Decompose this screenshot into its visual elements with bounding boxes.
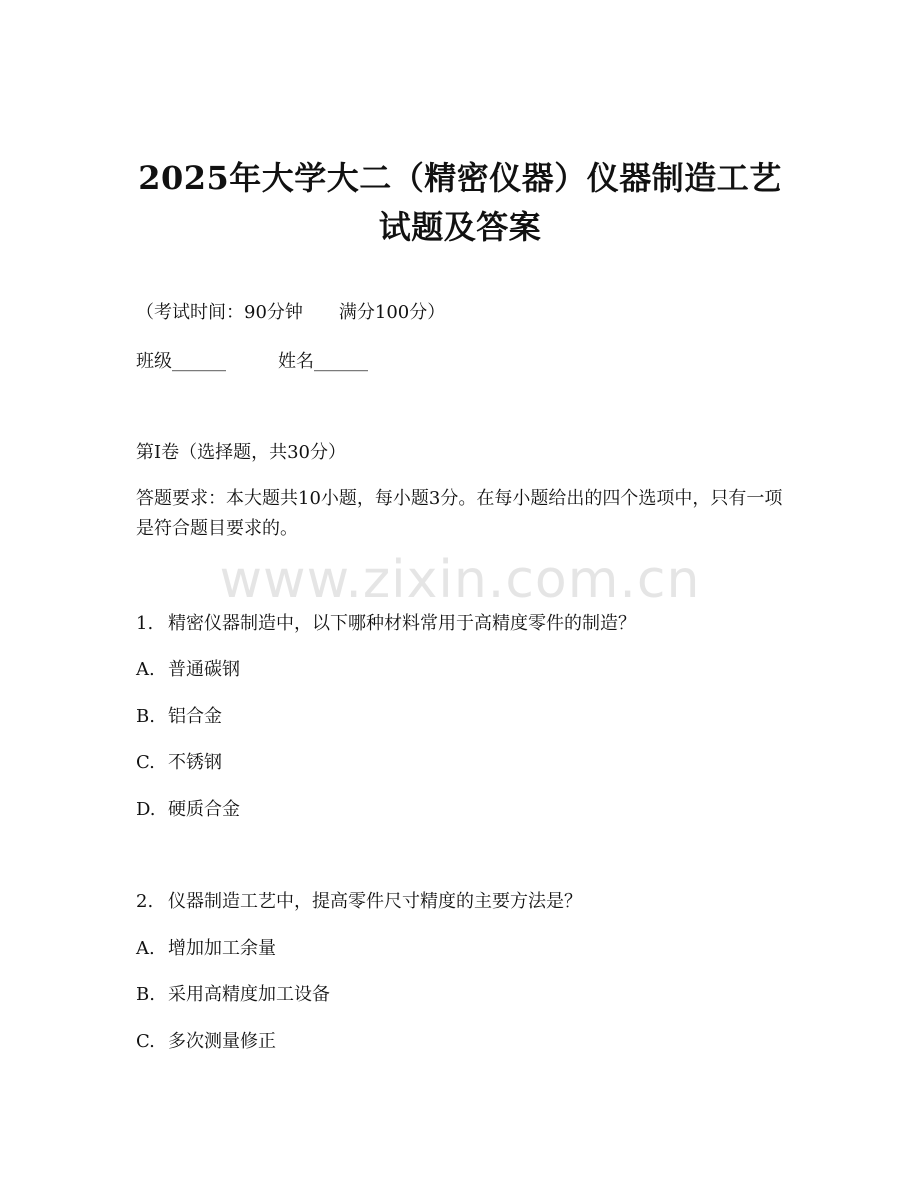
question-1-option-c [136,750,796,776]
watermark: www.zixin.com.cn [219,550,701,610]
option-letter: A. [136,659,155,680]
option-letter: C. [136,1031,155,1052]
section-instructions: 答题要求：本大题共10小题，每小题3分。在每小题给出的四个选项中，只有一项是符合题目要求的。 [136,488,783,539]
question-number: 1. [136,613,154,634]
option-letter: C. [136,752,155,773]
question-text: 仪器制造工艺中，提高零件尺寸精度的主要方法是？ [168,891,582,912]
question-2 [136,889,796,915]
option-text: 不锈钢 [168,752,222,773]
question-2-option-b [136,982,796,1008]
question-1-option-b [136,704,796,730]
name-field: 姓名______ [278,351,368,372]
exam-title-line-2: 试题及答案 [378,208,542,246]
option-text: 硬质合金 [168,799,240,820]
option-text: 采用高精度加工设备 [168,984,330,1005]
question-number: 2. [136,891,154,912]
question-1 [136,611,796,637]
question-1-option-d [136,797,796,823]
option-text: 普通碳钢 [168,659,240,680]
exam-title-line-1: 2025年大学大二（精密仪器）仪器制造工艺 [138,159,782,197]
question-2-option-a [136,936,796,962]
question-text: 精密仪器制造中，以下哪种材料常用于高精度零件的制造？ [168,613,636,634]
student-info-row [136,349,796,375]
question-2-option-c [136,1029,796,1055]
class-field: 班级______ [136,351,226,372]
option-letter: B. [136,984,155,1005]
option-text: 增加加工余量 [168,938,276,959]
question-1-option-a [136,657,796,683]
option-letter: A. [136,938,155,959]
exam-info: （考试时间：90分钟 满分100分） [136,302,446,323]
option-text: 多次测量修正 [168,1031,276,1052]
option-letter: B. [136,706,155,727]
section-heading: 第I卷（选择题，共30分） [136,442,347,463]
option-letter: D. [136,799,156,820]
option-text: 铝合金 [168,706,222,727]
